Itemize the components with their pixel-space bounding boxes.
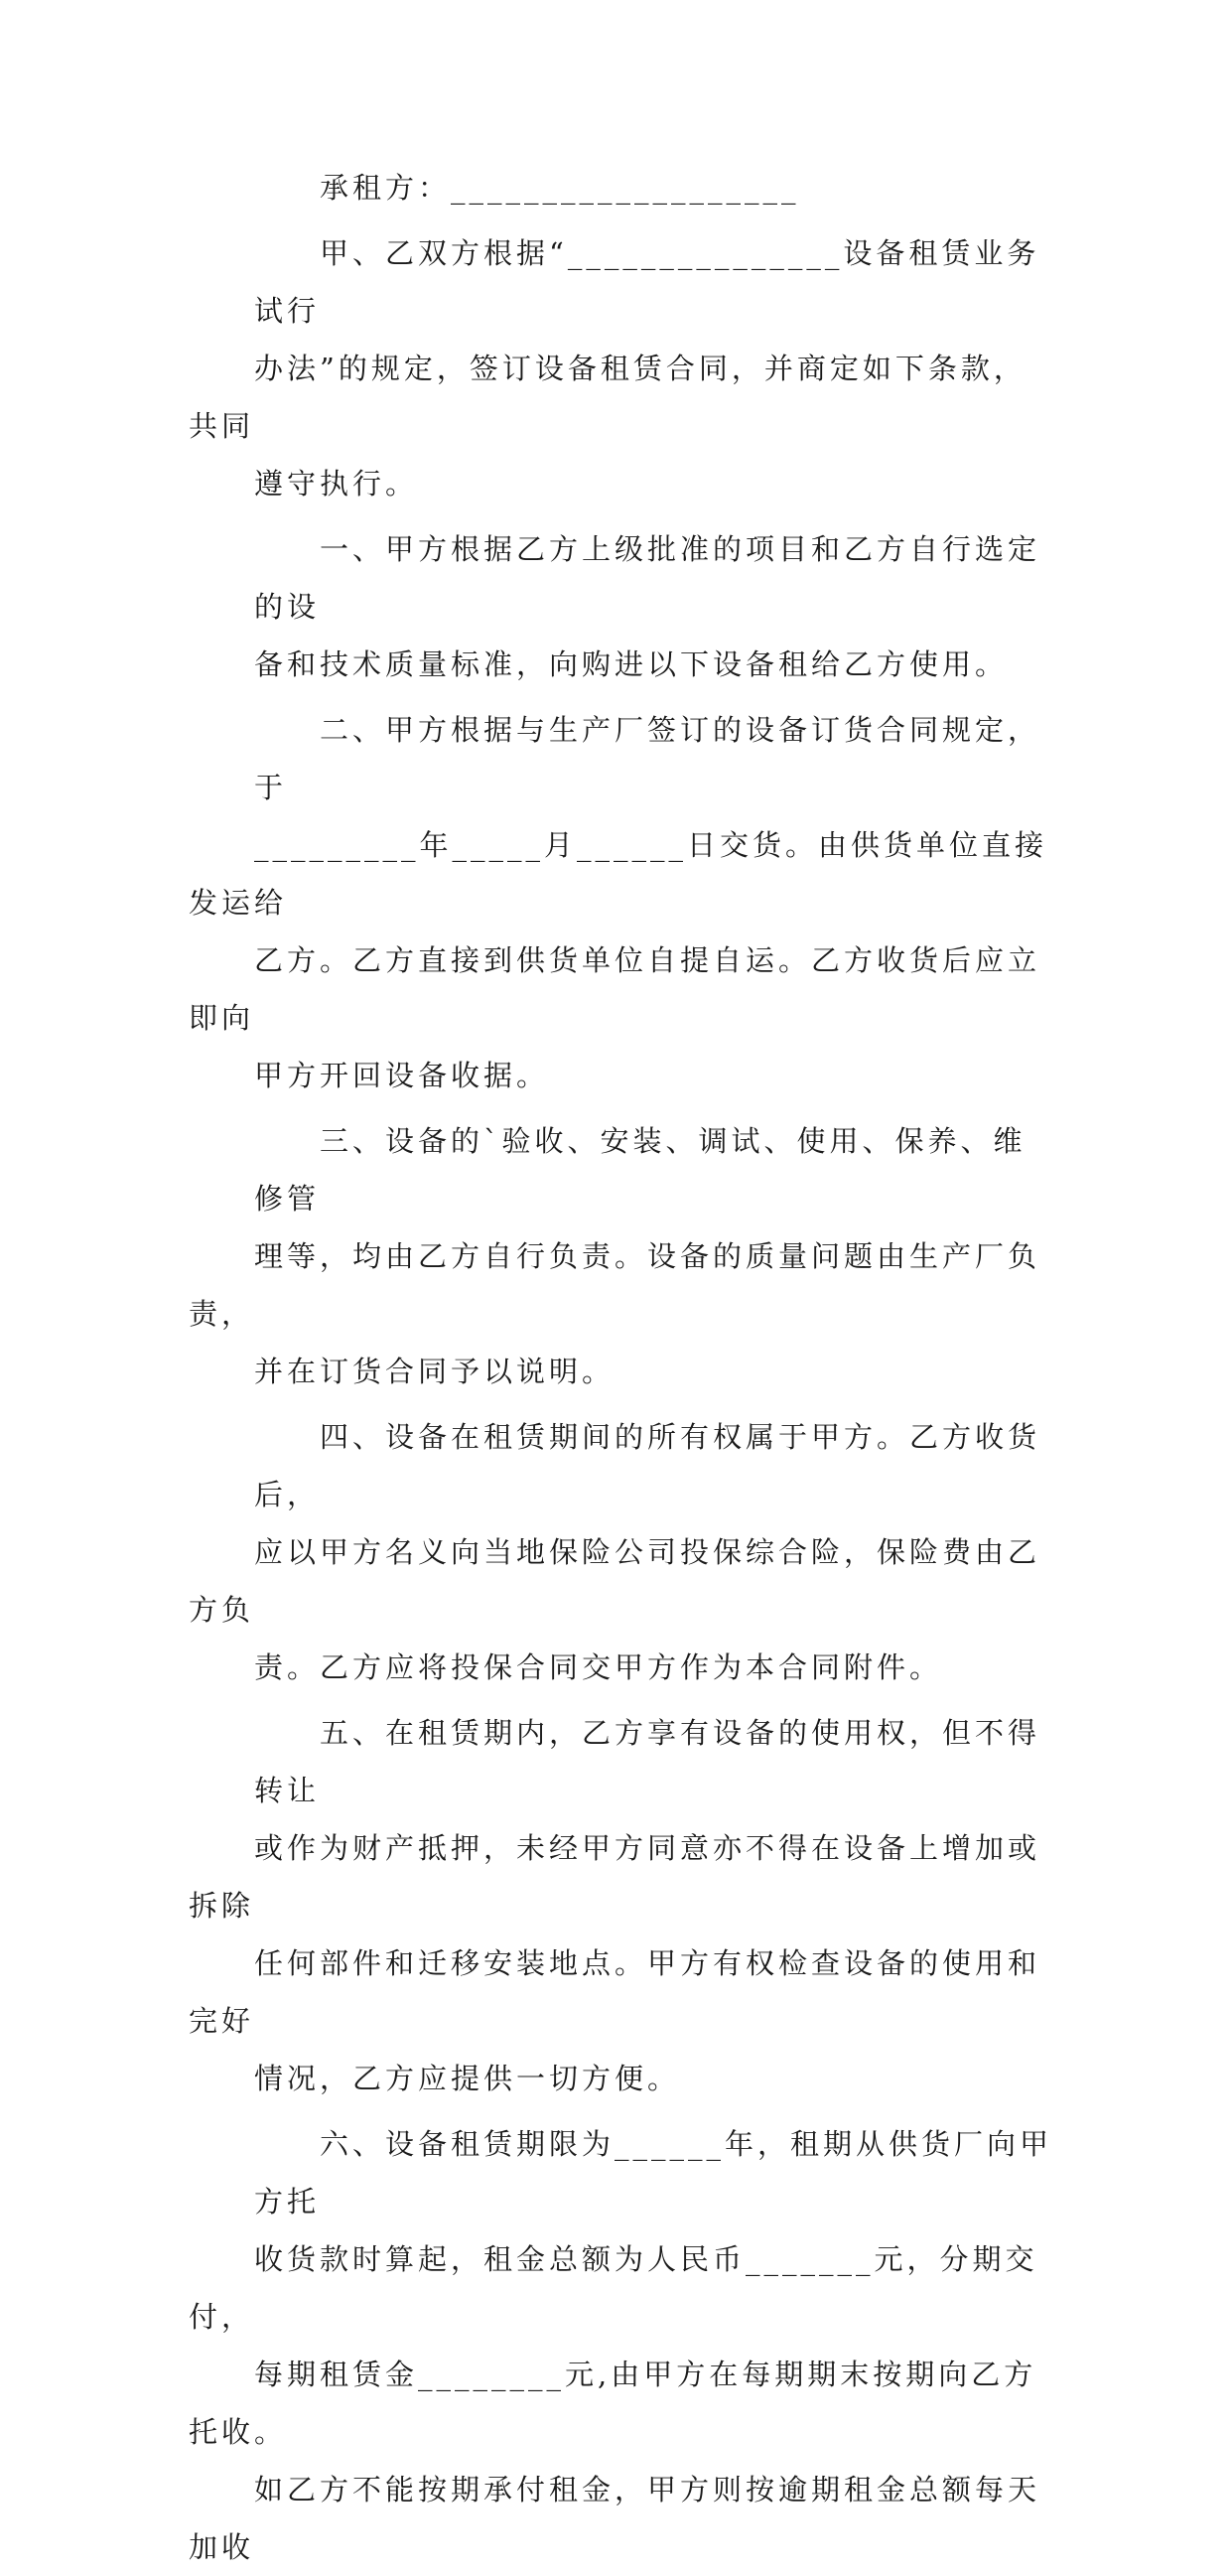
text-line: 每期租赁金________元,由甲方在每期期末按期向乙方托收。 [189, 2358, 1037, 2449]
text-line: 并在订货合同予以说明。 [254, 1355, 616, 1388]
text-line: 备和技术质量标准，向购进以下设备租给乙方使用。 [254, 647, 1009, 681]
text-line: 遵守执行。 [254, 467, 419, 501]
text-line: 甲、乙双方根据“_______________设备租赁业务试行 [254, 236, 1040, 328]
text-line: 一、甲方根据乙方上级批准的项目和乙方自行选定的设 [254, 532, 1041, 624]
text-line: 理等，均由乙方自行负责。设备的质量问题由生产厂负责， [189, 1239, 1041, 1331]
text-line: 情况，乙方应提供一切方便。 [254, 2062, 681, 2095]
text-line: 办法”的规定，签订设备租赁合同，并商定如下条款，共同 [189, 352, 1027, 443]
text-line: 五、在租赁期内，乙方享有设备的使用权，但不得转让 [254, 1716, 1041, 1807]
document-text [189, 159, 1052, 2576]
text-line: 收货款时算起，租金总额为人民币_______元，分期交付， [189, 2242, 1038, 2334]
text-line: 二、甲方根据与生产厂签订的设备订货合同规定，于 [254, 713, 1041, 804]
text-line: 承租方：___________________ [320, 171, 800, 205]
text-line: 四、设备在租赁期间的所有权属于甲方。乙方收货后， [254, 1420, 1041, 1511]
text-line: 甲方开回设备收据。 [254, 1059, 550, 1092]
document-body [189, 159, 1052, 2576]
text-line: 应以甲方名义向当地保险公司投保综合险，保险费由乙方负 [189, 1535, 1041, 1627]
text-line: _________年_____月______日交货。由供货单位直接发运给 [189, 828, 1048, 920]
text-line: 六、设备租赁期限为______年，租期从供货厂向甲方托 [254, 2127, 1053, 2218]
text-line: 责。乙方应将投保合同交甲方作为本合同附件。 [254, 1650, 943, 1684]
text-line: 或作为财产抵押，未经甲方同意亦不得在设备上增加或拆除 [189, 1831, 1041, 1923]
text-line: 乙方。乙方直接到供货单位自提自运。乙方收货后应立即向 [189, 943, 1041, 1035]
text-line: 如乙方不能按期承付租金，甲方则按逾期租金总额每天加收 [189, 2473, 1041, 2564]
text-line: 任何部件和迁移安装地点。甲方有权检查设备的使用和完好 [189, 1946, 1041, 2038]
text-line: 三、设备的`验收、安装、调试、使用、保养、维修管 [254, 1124, 1027, 1216]
